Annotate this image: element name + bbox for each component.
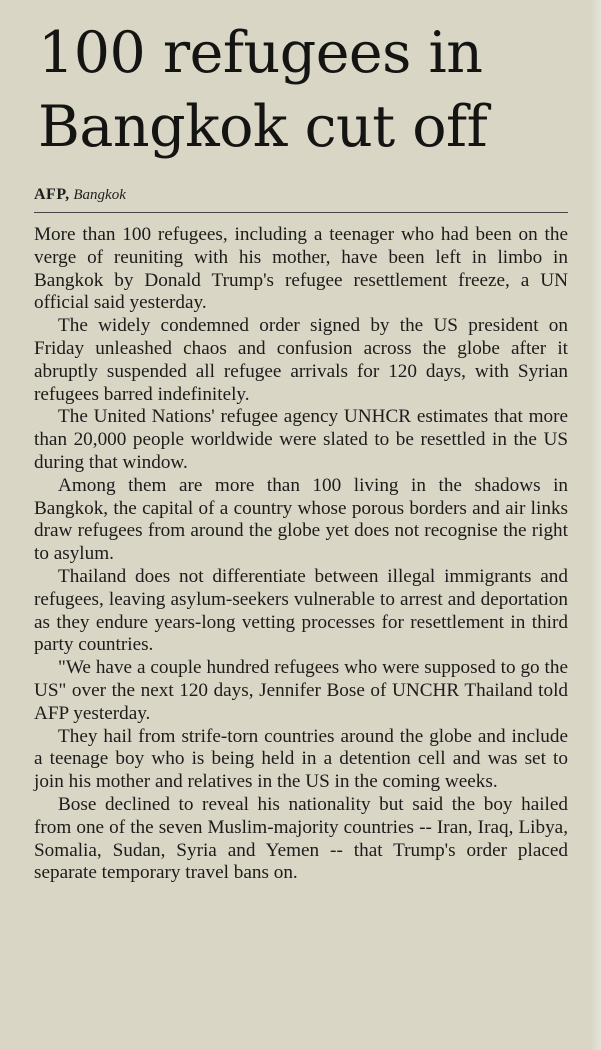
- byline-divider: [34, 212, 568, 213]
- paragraph: The United Nations' refugee agency UNHCR estimates that more than 20,000 people worldwide were slated to be resettled in the US during that window.: [34, 406, 568, 473]
- byline-location: Bangkok: [73, 187, 126, 203]
- paragraph: "We have a couple hundred refugees who were supposed to go the US" over the next 120 days, Jennifer Bose of UNCHR Thailand told AFP yesterday.: [34, 657, 568, 724]
- byline-agency: AFP,: [34, 186, 70, 203]
- paragraph: They hail from strife-torn countries around the globe and include a teenage boy who is being held in a detention cell and was set to join his mother and relatives in the US in the coming weeks.: [34, 725, 568, 793]
- headline: 100 refugees in Bangkok cut off: [38, 20, 488, 160]
- byline: [34, 186, 126, 204]
- paragraph: Among them are more than 100 living in the shadows in Bangkok, the capital of a country whose porous borders and air links draw refugees from around the globe yet does not recognise the right to asylum.: [34, 474, 568, 565]
- paragraph: Thailand does not differentiate between illegal immigrants and refugees, leaving asylum-seekers vulnerable to arrest and deportation as they endure years-long vetting processes for resettlement in third party countries.: [34, 565, 568, 656]
- page-edge: [591, 0, 601, 1050]
- article-body: [34, 224, 568, 885]
- paragraph: More than 100 refugees, including a teenager who had been on the verge of reuniting with his mother, have been left in limbo in Bangkok by Donald Trump's refugee resettlement freeze, a UN official said yesterday.: [34, 224, 568, 314]
- paragraph: Bose declined to reveal his nationality but said the boy hailed from one of the seven Muslim-majority countries -- Iran, Iraq, Libya, Somalia, Sudan, Syria and Yemen -- that Trump's order placed separate temporary travel bans on.: [34, 793, 568, 884]
- paragraph: The widely condemned order signed by the US president on Friday unleashed chaos and confusion across the globe after it abruptly suspended all refugee arrivals for 120 days, with Syrian refugees barred indefinitely.: [34, 315, 568, 405]
